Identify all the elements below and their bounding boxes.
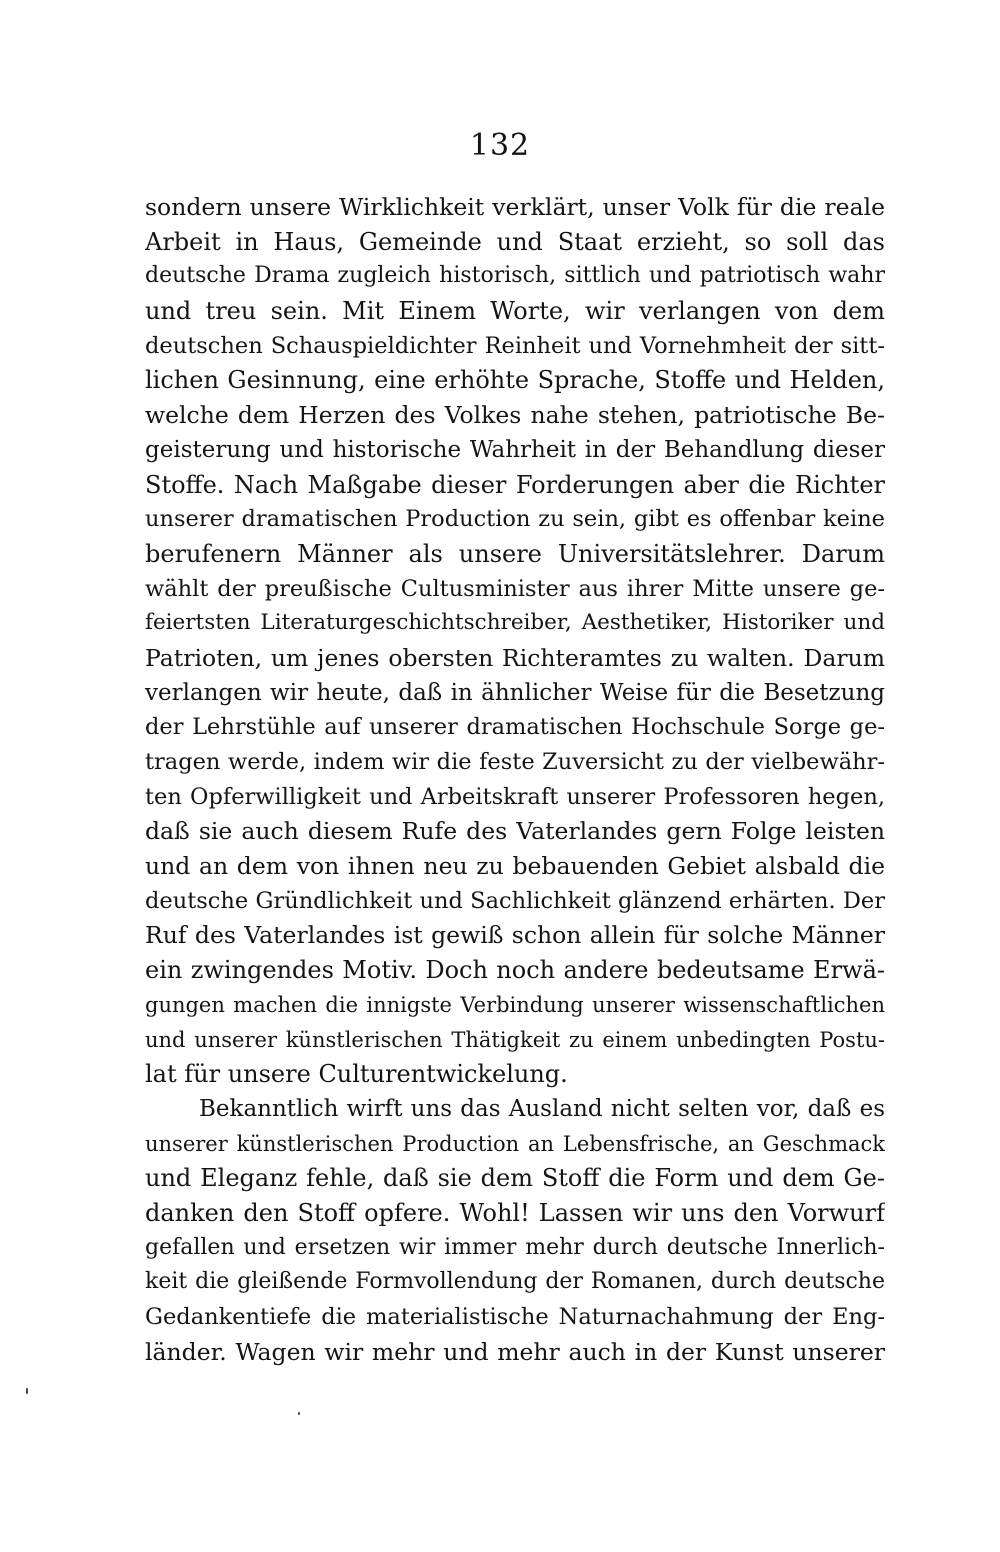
text-line: sondern unsere Wirklichkeit verklärt, unser Volk für die reale bbox=[145, 193, 885, 221]
scan-speck bbox=[298, 1412, 300, 1415]
text-line: Arbeit in Haus, Gemeinde und Staat erzieht, so soll das bbox=[145, 227, 885, 256]
text-line: deutsche Drama zugleich historisch, sittlich und patriotisch wahr bbox=[145, 263, 885, 289]
text-line: ten Opferwilligkeit und Arbeitskraft unserer Professoren hegen, bbox=[145, 783, 885, 810]
text-line: gefallen und ersetzen wir immer mehr durch deutsche Innerlich- bbox=[145, 1234, 885, 1260]
page-number: 132 bbox=[469, 128, 531, 163]
text-line: unserer künstlerischen Production an Lebensfrische, an Geschmack bbox=[145, 1131, 885, 1156]
scan-speck bbox=[26, 1388, 28, 1394]
text-line: Stoffe. Nach Maßgabe dieser Forderungen aber die Richter bbox=[145, 470, 885, 499]
body-text bbox=[145, 190, 885, 1369]
text-line: und treu sein. Mit Einem Worte, wir verlangen von dem bbox=[145, 297, 885, 326]
text-line: der Lehrstühle auf unserer dramatischen Hochschule Sorge ge- bbox=[145, 714, 885, 741]
text-line: und Eleganz fehle, daß sie dem Stoff die Form und dem Ge- bbox=[145, 1164, 885, 1193]
text-line: berufenern Männer als unsere Universitätslehrer. Darum bbox=[145, 539, 885, 568]
text-line: Patrioten, um jenes obersten Richteramtes zu walten. Darum bbox=[145, 643, 885, 672]
text-line: tragen werde, indem wir die feste Zuversicht zu der vielbewähr- bbox=[145, 749, 885, 775]
text-line: ein zwingendes Motiv. Doch noch andere bedeutsame Erwä- bbox=[145, 956, 885, 985]
text-line: deutsche Gründlichkeit und Sachlichkeit glänzend erhärten. Der bbox=[145, 887, 885, 914]
text-line: lichen Gesinnung, eine erhöhte Sprache, Stoffe und Helden, bbox=[145, 366, 885, 395]
text-line: länder. Wagen wir mehr und mehr auch in der Kunst unserer bbox=[145, 1337, 885, 1366]
text-line: verlangen wir heute, daß in ähnlicher Weise für die Besetzung bbox=[145, 679, 885, 706]
text-line: gungen machen die innigste Verbindung unserer wissenschaftlichen bbox=[145, 992, 885, 1017]
text-line: wählt der preußische Cultusminister aus ihrer Mitte unsere ge- bbox=[145, 575, 885, 602]
text-line: geisterung und historische Wahrheit in der Behandlung dieser bbox=[145, 436, 885, 463]
text-line: und unserer künstlerischen Thätigkeit zu einem unbedingten Postu- bbox=[145, 1027, 885, 1052]
paragraph-start-line: Bekanntlich wirft uns das Ausland nicht selten vor, daß es bbox=[199, 1095, 885, 1122]
text-line: daß sie auch diesem Rufe des Vaterlandes gern Folge leisten bbox=[145, 817, 885, 846]
text-line: Ruf des Vaterlandes ist gewiß schon allein für solche Männer bbox=[145, 921, 885, 950]
text-line: keit die gleißende Formvollendung der Romanen, durch deutsche bbox=[145, 1269, 885, 1295]
text-line: danken den Stoff opfere. Wohl! Lassen wir uns den Vorwurf bbox=[145, 1198, 885, 1227]
paragraph-end-line: lat für unsere Culturentwickelung. bbox=[145, 1060, 568, 1089]
text-line: unserer dramatischen Production zu sein, gibt es offenbar keine bbox=[145, 506, 885, 533]
text-line: welche dem Herzen des Volkes nahe stehen, patriotische Be- bbox=[145, 401, 885, 430]
text-line: und an dem von ihnen neu zu bebauenden Gebiet alsbald die bbox=[145, 852, 885, 881]
text-line: deutschen Schauspieldichter Reinheit und Vornehmheit der sitt- bbox=[145, 332, 885, 359]
text-line: feiertsten Literaturgeschichtschreiber, Aesthetiker, Historiker und bbox=[145, 610, 885, 636]
text-line: Gedankentiefe die materialistische Naturnachahmung der Eng- bbox=[145, 1304, 885, 1330]
